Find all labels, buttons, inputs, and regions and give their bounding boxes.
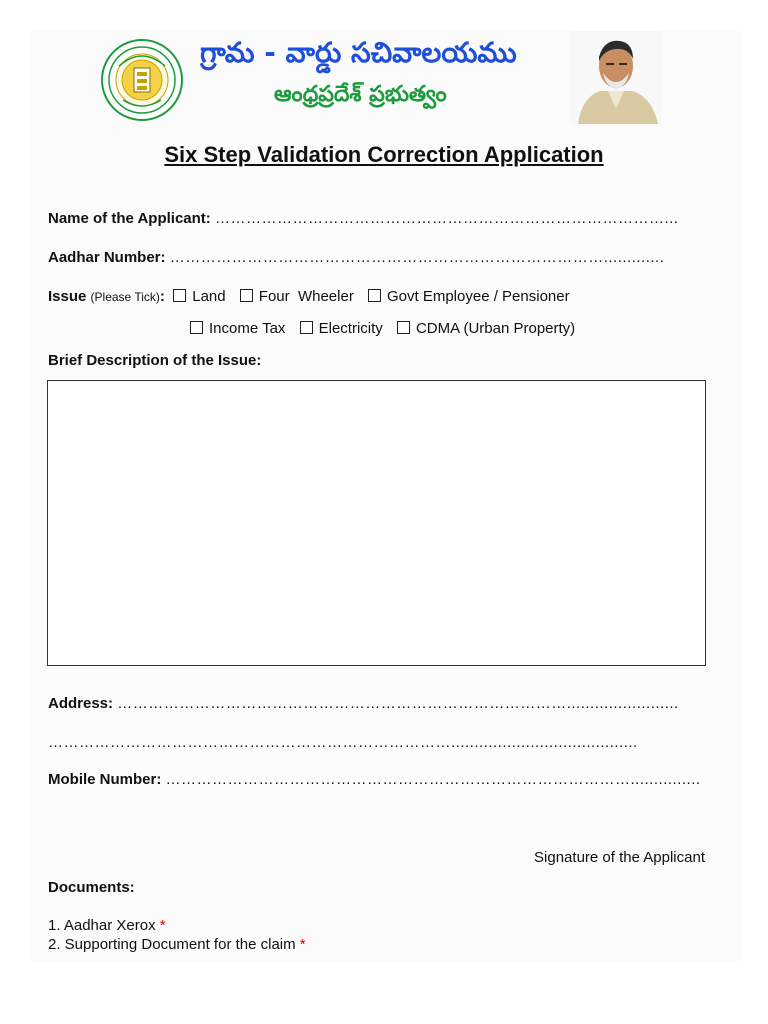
- mobile-label: Mobile Number:: [48, 771, 162, 788]
- issue-option-income-tax[interactable]: [190, 320, 285, 337]
- issue-row-2: [190, 320, 585, 337]
- issue-option-electricity[interactable]: [300, 320, 383, 337]
- option-label: Four Wheeler: [258, 288, 354, 305]
- required-marker: *: [159, 917, 166, 934]
- documents-label: Documents:: [48, 879, 135, 896]
- required-marker: *: [299, 936, 306, 953]
- portrait-image: [570, 31, 662, 124]
- option-label: Income Tax: [209, 320, 286, 337]
- issue-label: Issue: [48, 288, 87, 305]
- option-label: CDMA (Urban Property): [415, 320, 576, 337]
- option-label: Govt Employee / Pensioner: [387, 288, 570, 305]
- checkbox-icon[interactable]: [173, 289, 186, 302]
- header-telugu-subtitle: ఆంధ్రప్రదేశ్ ప్రభుత్వం: [274, 82, 447, 107]
- issue-colon: :: [159, 288, 165, 305]
- checkbox-icon[interactable]: [190, 321, 203, 334]
- document-item-text: 1. Aadhar Xerox: [48, 917, 156, 934]
- form-title: Six Step Validation Correction Application: [164, 142, 604, 167]
- issue-row-1: [48, 288, 580, 305]
- document-item: [48, 917, 166, 934]
- issue-option-govt-employee[interactable]: [368, 288, 570, 305]
- address-fill-line[interactable]: ……………………………………………………………………………........................: [117, 695, 679, 712]
- checkbox-icon[interactable]: [368, 289, 381, 302]
- option-label: Electricity: [318, 320, 383, 337]
- issue-option-cdma[interactable]: [397, 320, 575, 337]
- address-label: Address:: [48, 695, 114, 712]
- documents-heading-row: [48, 879, 135, 896]
- document-item-text: 2. Supporting Document for the claim: [48, 936, 296, 953]
- issue-option-land[interactable]: [173, 288, 225, 305]
- checkbox-icon[interactable]: [397, 321, 410, 334]
- aadhar-fill-line[interactable]: ………………………………………………………………………….............: [169, 249, 665, 266]
- aadhar-field-row[interactable]: [48, 249, 664, 266]
- header-telugu-title: గ్రామ - వార్డు సచివాలయము: [200, 36, 517, 69]
- signature-label: Signature of the Applicant: [534, 849, 705, 866]
- option-label: Land: [192, 288, 226, 305]
- checkbox-icon[interactable]: [240, 289, 253, 302]
- name-label: Name of the Applicant:: [48, 210, 211, 227]
- aadhar-label: Aadhar Number:: [48, 249, 166, 266]
- name-field-row[interactable]: [48, 210, 678, 227]
- mobile-field-row[interactable]: [48, 771, 701, 788]
- description-textarea[interactable]: [47, 380, 706, 666]
- checkbox-icon[interactable]: [300, 321, 313, 334]
- issue-option-four-wheeler[interactable]: [240, 288, 354, 305]
- issue-hint: (Please Tick): [90, 290, 160, 304]
- description-label-row: [48, 352, 261, 369]
- state-emblem-icon: [101, 38, 183, 122]
- address-line-2-row[interactable]: [48, 734, 638, 751]
- name-fill-line[interactable]: ……………………………………………………………………………...: [214, 210, 679, 227]
- document-item: [48, 936, 306, 953]
- description-label: Brief Description of the Issue:: [48, 352, 262, 369]
- address-fill-line-2[interactable]: ……………………………………………………………………........................................: [48, 734, 638, 751]
- mobile-fill-line[interactable]: ………………………………………………………………………………...............: [165, 771, 701, 788]
- address-field-row[interactable]: [48, 695, 679, 712]
